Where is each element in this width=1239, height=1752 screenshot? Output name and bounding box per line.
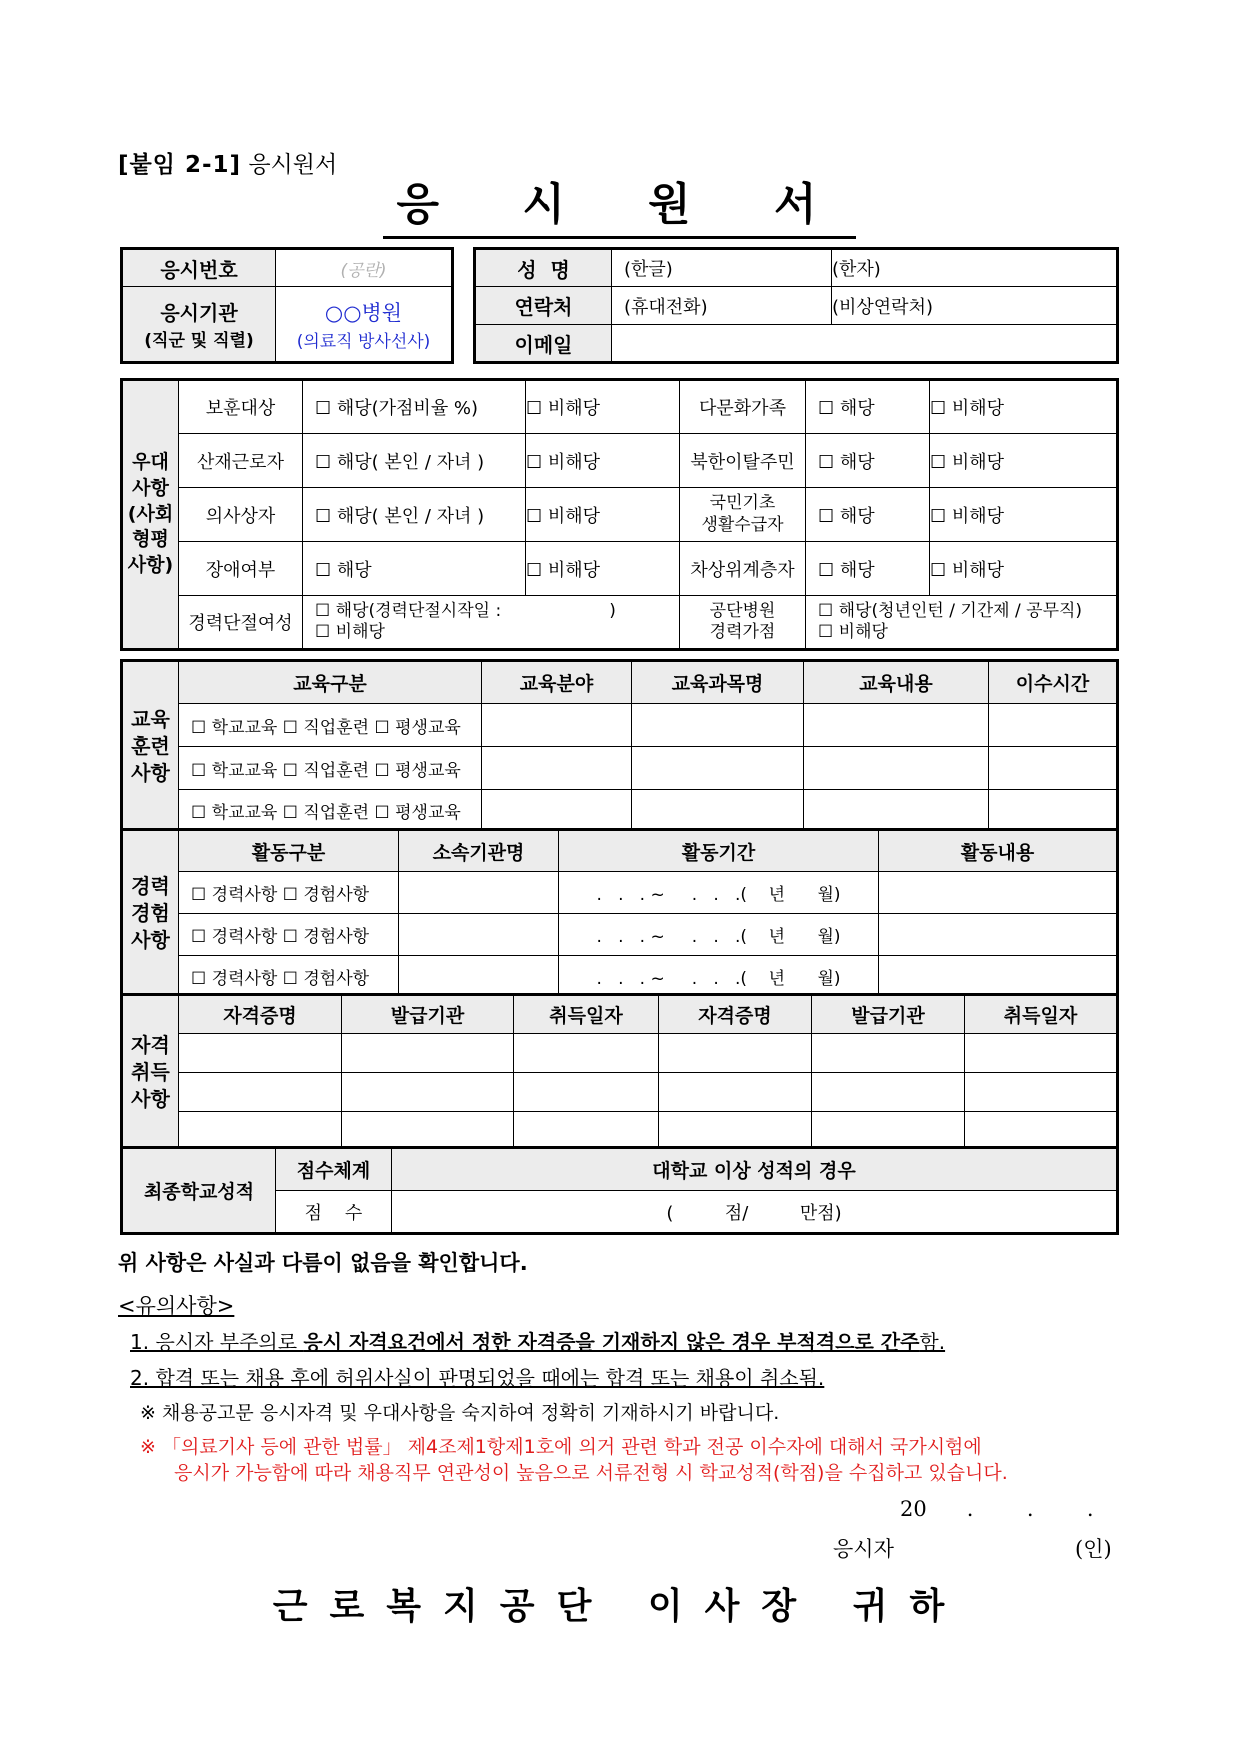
exam-org-value-cell[interactable]: [276, 287, 453, 363]
education-header: 교육분야: [482, 661, 632, 704]
certificate-cell[interactable]: [179, 1073, 342, 1112]
preferences-section-label: 우대 사항 (사회 형평 사항): [122, 380, 179, 650]
name-hanja-field[interactable]: (한자): [832, 249, 1118, 287]
career-period-cell[interactable]: . . . ~ . . .( 년 월): [559, 914, 879, 956]
career-break-yes[interactable]: ☐ 해당(경력단절시작일 : ): [315, 600, 616, 621]
certificate-cell[interactable]: [179, 1034, 342, 1073]
exam-org-sublabel: (직군 및 직렬): [144, 331, 254, 351]
career-content-cell[interactable]: [879, 872, 1118, 914]
email-field[interactable]: [612, 325, 1118, 363]
pref-option-yes[interactable]: ☐ 해당: [303, 542, 526, 596]
exam-no-value[interactable]: (공란): [276, 249, 453, 287]
pref-option-yes[interactable]: ☐ 해당( 본인 / 자녀 ): [303, 434, 526, 488]
certificate-cell[interactable]: [965, 1073, 1118, 1112]
note-2: 2. 합격 또는 채용 후에 허위사실이 판명되었을 때에는 합격 또는 채용이 취소됨.: [130, 1366, 825, 1390]
education-content-cell[interactable]: [804, 747, 989, 790]
career-section-label: 경력 경험 사항: [122, 830, 179, 998]
career-break-no[interactable]: ☐ 비해당: [315, 622, 385, 642]
career-header: 활동구분: [179, 830, 399, 872]
contact-label: 연락처: [475, 287, 612, 325]
certificate-cell[interactable]: [659, 1073, 812, 1112]
education-subject-cell[interactable]: [632, 790, 804, 833]
pref-option-no[interactable]: ☐ 비해당: [526, 380, 680, 434]
document-title-wrap: [0, 176, 1239, 239]
note-3: ※ 채용공고문 응시자격 및 우대사항을 숙지하여 정확히 기재하시기 바랍니다.: [140, 1402, 780, 1424]
education-header: 교육과목명: [632, 661, 804, 704]
certificate-cell[interactable]: [342, 1034, 514, 1073]
certificate-cell[interactable]: [514, 1073, 659, 1112]
education-hours-cell[interactable]: [989, 790, 1118, 833]
education-header: 이수시간: [989, 661, 1118, 704]
career-break-label: 경력단절여성: [179, 596, 303, 650]
notes-title-wrap: [118, 1290, 1128, 1320]
hospital-career-options[interactable]: [806, 596, 1118, 650]
education-field-cell[interactable]: [482, 790, 632, 833]
exam-info-table: [120, 247, 454, 364]
hospital-career-yes[interactable]: ☐ 해당(청년인턴 / 기간제 / 공무직): [818, 600, 1083, 621]
certificate-cell[interactable]: [965, 1034, 1118, 1073]
document-title: 응 시 원 서: [383, 176, 857, 239]
education-field-cell[interactable]: [482, 747, 632, 790]
university-grades-label: 대학교 이상 성적의 경우: [392, 1148, 1118, 1191]
hospital-career-no[interactable]: ☐ 비해당: [818, 622, 888, 642]
attachment-header: [118, 146, 337, 179]
attachment-name: 응시원서: [248, 152, 338, 178]
score-system-label: 점수체계: [276, 1148, 392, 1191]
pref-label: 차상위계층자: [680, 542, 806, 596]
exam-no-label: 응시번호: [122, 249, 276, 287]
confirmation-statement: 위 사항은 사실과 다름이 없음을 확인합니다.: [118, 1251, 528, 1275]
pref-option-no[interactable]: ☐ 비해당: [930, 434, 1118, 488]
certificate-cell[interactable]: [342, 1112, 514, 1151]
seal-label[interactable]: (인): [1075, 1537, 1112, 1561]
name-korean-field[interactable]: (한글): [612, 249, 832, 287]
pref-label: 다문화가족: [680, 380, 806, 434]
pref-option-yes[interactable]: ☐ 해당: [806, 488, 930, 542]
certificate-header: 발급기관: [812, 995, 965, 1034]
mobile-phone-field[interactable]: (휴대전화): [612, 287, 832, 325]
education-content-cell[interactable]: [804, 704, 989, 747]
career-period-cell[interactable]: . . . ~ . . .( 년 월): [559, 956, 879, 998]
pref-option-no[interactable]: ☐ 비해당: [930, 542, 1118, 596]
certificate-header: 자격증명: [659, 995, 812, 1034]
certificates-section-label: 자격 취득 사항: [122, 995, 179, 1151]
career-org-cell[interactable]: [399, 914, 559, 956]
hospital-career-label: 공단병원 경력가점: [680, 596, 806, 650]
attachment-number: [붙임 2-1]: [118, 152, 242, 178]
education-hours-cell[interactable]: [989, 747, 1118, 790]
career-content-cell[interactable]: [879, 914, 1118, 956]
pref-option-no[interactable]: ☐ 비해당: [526, 488, 680, 542]
certificate-cell[interactable]: [514, 1034, 659, 1073]
certificate-cell[interactable]: [342, 1073, 514, 1112]
career-type-options[interactable]: ☐ 경력사항 ☐ 경험사항: [179, 872, 399, 914]
career-type-options[interactable]: ☐ 경력사항 ☐ 경험사항: [179, 914, 399, 956]
sign-date[interactable]: 20 . . .: [900, 1497, 1094, 1521]
pref-label: 북한이탈주민: [680, 434, 806, 488]
career-header: 소속기관명: [399, 830, 559, 872]
note-1-bold: 응시 자격요건에서 정한 자격증을 기재하지 않은 경우 부적격으로 간주: [303, 1330, 920, 1354]
certificate-cell[interactable]: [965, 1112, 1118, 1151]
education-type-options[interactable]: ☐ 학교교육 ☐ 직업훈련 ☐ 평생교육: [179, 747, 482, 790]
career-type-options[interactable]: ☐ 경력사항 ☐ 경험사항: [179, 956, 399, 998]
education-content-cell[interactable]: [804, 790, 989, 833]
education-hours-cell[interactable]: [989, 704, 1118, 747]
pref-option-yes[interactable]: ☐ 해당(가점비율 %): [303, 380, 526, 434]
certificate-cell[interactable]: [812, 1073, 965, 1112]
university-score-field[interactable]: ( 점/ 만점): [392, 1191, 1118, 1234]
pref-label: 장애여부: [179, 542, 303, 596]
note-1-post: 함.: [919, 1330, 946, 1354]
preferences-table: [120, 378, 1119, 651]
career-header: 활동기간: [559, 830, 879, 872]
education-section-label: 교육 훈련 사항: [122, 661, 179, 833]
certificate-cell[interactable]: [514, 1112, 659, 1151]
email-label: 이메일: [475, 325, 612, 363]
certificate-cell[interactable]: [812, 1112, 965, 1151]
career-period-cell[interactable]: . . . ~ . . .( 년 월): [559, 872, 879, 914]
career-header: 활동내용: [879, 830, 1118, 872]
exam-org-label: 응시기관: [160, 301, 238, 325]
note-1: [130, 1326, 1140, 1355]
exam-org-value: ○○병원: [324, 300, 403, 325]
career-table: [120, 828, 1119, 999]
pref-option-no[interactable]: ☐ 비해당: [930, 488, 1118, 542]
education-header: 교육내용: [804, 661, 989, 704]
certificate-header: 발급기관: [342, 995, 514, 1034]
pref-option-yes[interactable]: ☐ 해당: [806, 542, 930, 596]
pref-label: 국민기초 생활수급자: [680, 488, 806, 542]
certificate-header: 취득일자: [965, 995, 1118, 1034]
closing-addressee: 근로복지공단 이사장 귀하: [272, 1586, 967, 1627]
pref-option-no[interactable]: ☐ 비해당: [930, 380, 1118, 434]
pref-label: 산재근로자: [179, 434, 303, 488]
final-grades-label: 최종학교성적: [122, 1148, 276, 1234]
note-4a: ※ 「의료기사 등에 관한 법률」 제4조제1항제1호에 의거 관련 학과 전공 이수자에 대해서 국가시험에: [140, 1436, 982, 1458]
career-org-cell[interactable]: [399, 956, 559, 998]
education-header: 교육구분: [179, 661, 482, 704]
certificate-cell[interactable]: [659, 1112, 812, 1151]
personal-info-table: [473, 247, 1119, 364]
pref-option-no[interactable]: ☐ 비해당: [526, 434, 680, 488]
certificate-cell[interactable]: [179, 1112, 342, 1151]
note-4b: 응시가 가능함에 따라 채용직무 연관성이 높음으로 서류전형 시 학교성적(학점)을 수집하고 있습니다.: [174, 1462, 1008, 1484]
pref-option-yes[interactable]: ☐ 해당( 본인 / 자녀 ): [303, 488, 526, 542]
education-type-options[interactable]: ☐ 학교교육 ☐ 직업훈련 ☐ 평생교육: [179, 704, 482, 747]
pref-label: 보훈대상: [179, 380, 303, 434]
pref-option-yes[interactable]: ☐ 해당: [806, 380, 930, 434]
name-label: 성 명: [475, 249, 612, 287]
certificate-header: 자격증명: [179, 995, 342, 1034]
note-1-pre: 1. 응시자 부주의로: [130, 1330, 304, 1354]
certificates-table: [120, 993, 1119, 1152]
education-table: [120, 659, 1119, 834]
education-subject-cell[interactable]: [632, 704, 804, 747]
grades-table: [120, 1146, 1119, 1235]
certificate-header: 취득일자: [514, 995, 659, 1034]
score-label: 점 수: [276, 1191, 392, 1234]
education-field-cell[interactable]: [482, 704, 632, 747]
education-type-options[interactable]: ☐ 학교교육 ☐ 직업훈련 ☐ 평생교육: [179, 790, 482, 833]
pref-option-yes[interactable]: ☐ 해당: [806, 434, 930, 488]
exam-org-subvalue: (의료직 방사선사): [296, 331, 431, 352]
pref-label: 의사상자: [179, 488, 303, 542]
notes-title: <유의사항>: [118, 1294, 235, 1318]
certificate-cell[interactable]: [659, 1034, 812, 1073]
exam-org-label-cell: [122, 287, 276, 363]
career-break-options[interactable]: [303, 596, 680, 650]
pref-option-no[interactable]: ☐ 비해당: [526, 542, 680, 596]
certificate-cell[interactable]: [812, 1034, 965, 1073]
career-content-cell[interactable]: [879, 956, 1118, 998]
emergency-contact-field[interactable]: (비상연락처): [832, 287, 1118, 325]
applicant-label: 응시자: [833, 1537, 894, 1561]
education-subject-cell[interactable]: [632, 747, 804, 790]
career-org-cell[interactable]: [399, 872, 559, 914]
